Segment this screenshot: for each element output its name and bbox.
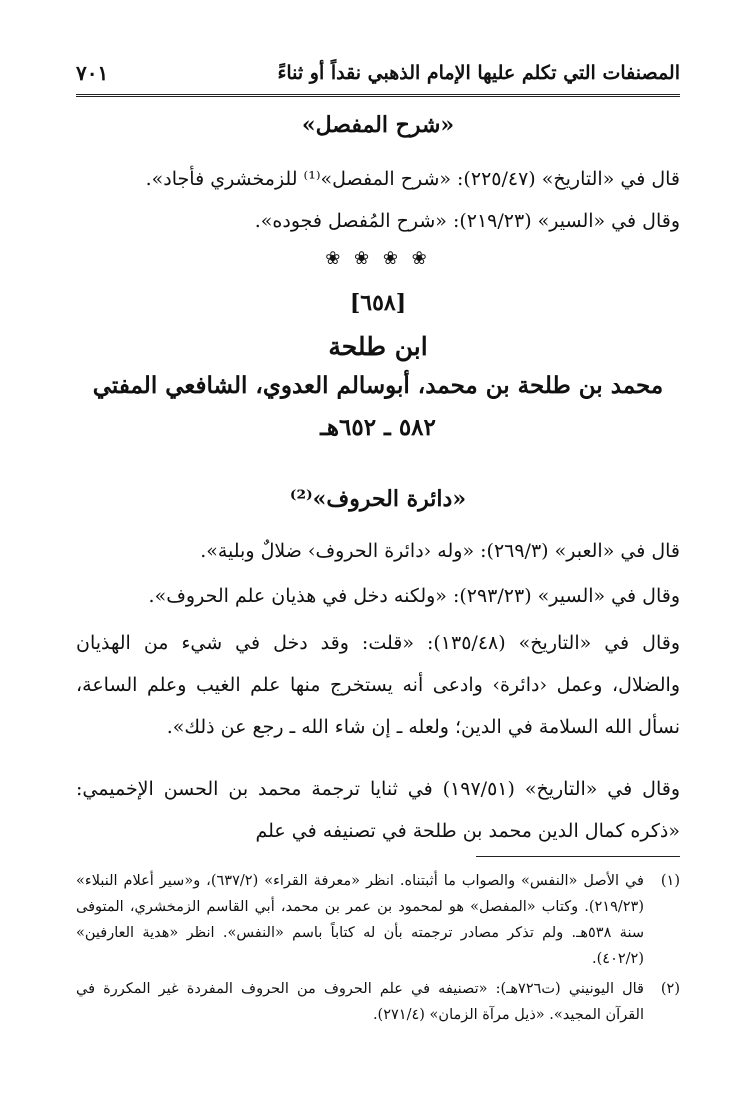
page-number: ٧٠١: [76, 61, 109, 85]
ornament-separator: ❀ ❀ ❀ ❀: [325, 248, 431, 269]
entry-dates: ٥٨٢ ـ ٦٥٢هـ: [320, 414, 436, 441]
footnote-divider: [476, 856, 680, 857]
running-header: [76, 52, 680, 97]
paragraph: قال في «التاريخ» (٢٢٥/٤٧): «شرح المفصل»⁽¹⁾ للزمخشري فأجاد».: [145, 168, 680, 190]
entry-full-name: محمد بن طلحة بن محمد، أبوسالم العدوي، الشافعي المفتي: [92, 372, 664, 399]
entry-name: ابن طلحة: [328, 332, 428, 361]
footnote-text: قال اليونيني (ت٧٢٦هـ): «تصنيفه في علم الحروف من الحروف المفردة غير المكررة في القرآن المجيد». «ذيل مرآة الزمان» (٢٧١/٤).: [76, 981, 644, 1023]
paragraph: قال في «العبر» (٢٦٩/٣): «وله ‹دائرة الحروف› ضلالٌ وبلية».: [200, 540, 680, 562]
entry-number: [٦٥٨]: [349, 290, 407, 316]
paragraph: وقال في «السير» (٢١٩/٢٣): «شرح المُفصل فجوده».: [254, 210, 680, 232]
footnote-text: في الأصل «النفس» والصواب ما أثبتناه. انظر «معرفة القراء» (٦٣٧/٢)، و«سير أعلام النبلاء» (٢١٩/٢٣). وكتاب «المفصل» هو لمحمود بن عمر بن محمد، أبي القاسم الزمخشري، المتوفى سنة ٥٣٨هـ. ولم تذكر مصادر ترجمته بأن له كتاباً باسم «النفس». انظر «هدية العارفين» (٤٠٢/٢).: [76, 873, 644, 967]
footnote: [76, 976, 680, 1028]
paragraph: وقال في «التاريخ» (١٩٧/٥١) في ثنايا ترجمة محمد بن الحسن الإخميمي: «ذكره كمال الدين محمد بن طلحة في تصنيفه في علم: [76, 778, 680, 842]
header-title: المصنفات التي تكلم عليها الإمام الذهبي نقداً أو ثناءً: [277, 62, 680, 84]
paragraph: وقال في «التاريخ» (١٣٥/٤٨): «قلت: وقد دخل في شيء من الهذيان والضلال، وعمل ‹دائرة› وادعى أنه يستخرج منها علم الغيب وعلم الساعة، نسأل الله السلامة في الدين؛ ولعله ـ إن شاء الله ـ رجع عن ذلك».: [76, 632, 680, 738]
footnote-number: (١): [660, 873, 680, 889]
section-title-daira-alhuruf: «دائرة الحروف»⁽²⁾: [289, 486, 467, 512]
paragraph: وقال في «السير» (٢٩٣/٢٣): «ولكنه دخل في هذيان علم الحروف».: [148, 585, 680, 607]
footnote: [76, 868, 680, 972]
footnote-number: (٢): [660, 981, 680, 997]
section-title-sharh-almufassal: «شرح المفصل»: [301, 112, 455, 138]
